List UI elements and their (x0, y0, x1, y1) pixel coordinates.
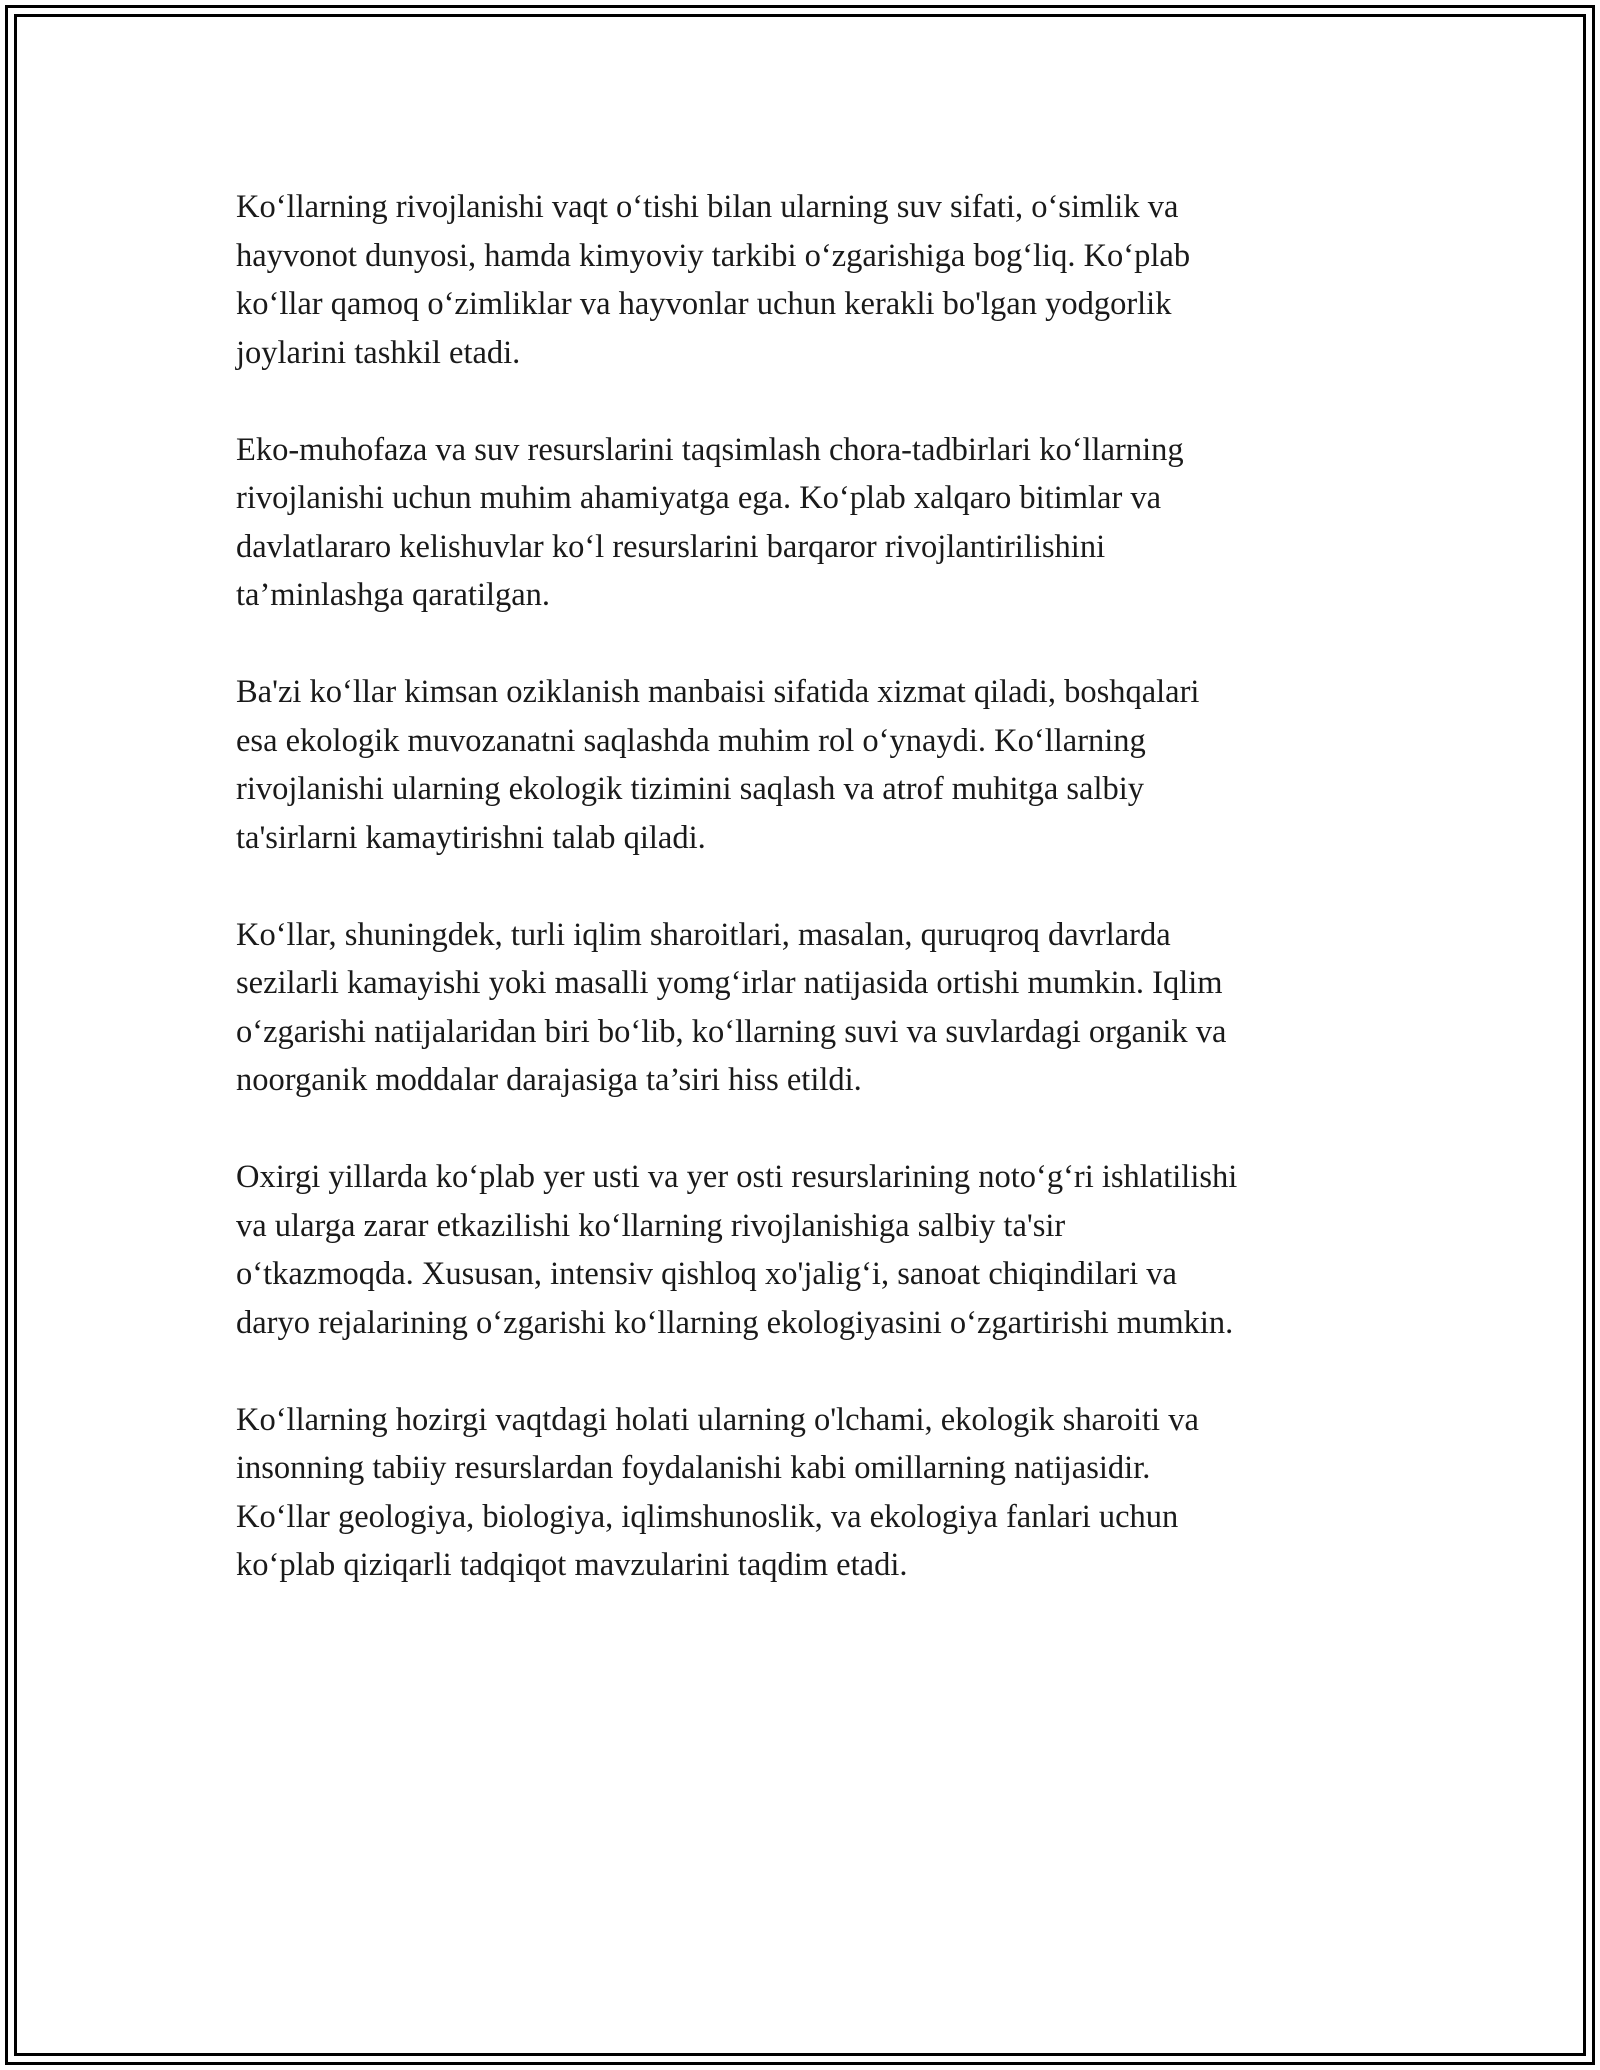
paragraph-1: Ko‘llarning rivojlanishi vaqt o‘tishi bilan ularning suv sifati, o‘simlik va hayvonot dunyosi, hamda kimyoviy tarkibi o‘zgarishiga bog‘liq. Ko‘plab ko‘llar qamoq o‘zimliklar va hayvonlar uchun kerakli bo'lgan yodgorlik joylarini tashkil etadi. (236, 189, 1191, 371)
paragraph-6: Ko‘llarning hozirgi vaqtdagi holati ularning o'lchami, ekologik sharoiti va insonning tabiiy resurslardan foydalanishi kabi omillarning natijasidir. Ko‘llar geologiya, biologiya, iqlimshunoslik, va ekologiya fanlari uchun ko‘plab qiziqarli tadqiqot mavzularini taqdim etadi. (236, 1401, 1199, 1583)
paragraph-2: Eko-muhofaza va suv resurslarini taqsimlash chora-tadbirlari ko‘llarning rivojlanishi uchun muhim ahamiyatga ega. Ko‘plab xalqaro bitimlar va davlatlararo kelishuvlar ko‘l resurslarini barqaror rivojlantirilishini ta’minlashga qaratilgan. (236, 431, 1184, 613)
paragraph-3: Ba'zi ko‘llar kimsan oziklanish manbaisi sifatida xizmat qiladi, boshqalari esa ekologik muvozanatni saqlashda muhim rol o‘ynaydi. Ko‘llarning rivojlanishi ularning ekologik tizimini saqlash va atrof muhitga salbiy ta'sirlarni kamaytirishni talab qiladi. (236, 674, 1200, 856)
paragraph-5: Oxirgi yillarda ko‘plab yer usti va yer osti resurslarining noto‘g‘ri ishlatilishi va ularga zarar etkazilishi ko‘llarning rivojlanishiga salbiy ta'sir o‘tkazmoqda. Xususan, intensiv qishloq xo'jalig‘i, sanoat chiqindilari va daryo rejalarining o‘zgarishi ko‘llarning ekologiyasini o‘zgartirishi mumkin. (236, 1159, 1238, 1341)
paragraph-4: Ko‘llar, shuningdek, turli iqlim sharoitlari, masalan, quruqroq davrlarda sezilarli kamayishi yoki masalli yomg‘irlar natijasida ortishi mumkin. Iqlim o‘zgarishi natijalaridan biri bo‘lib, ko‘llarning suvi va suvlardagi organik va noorganik moddalar darajasiga ta’siri hiss etildi. (236, 916, 1227, 1098)
document-body (236, 183, 1396, 1638)
